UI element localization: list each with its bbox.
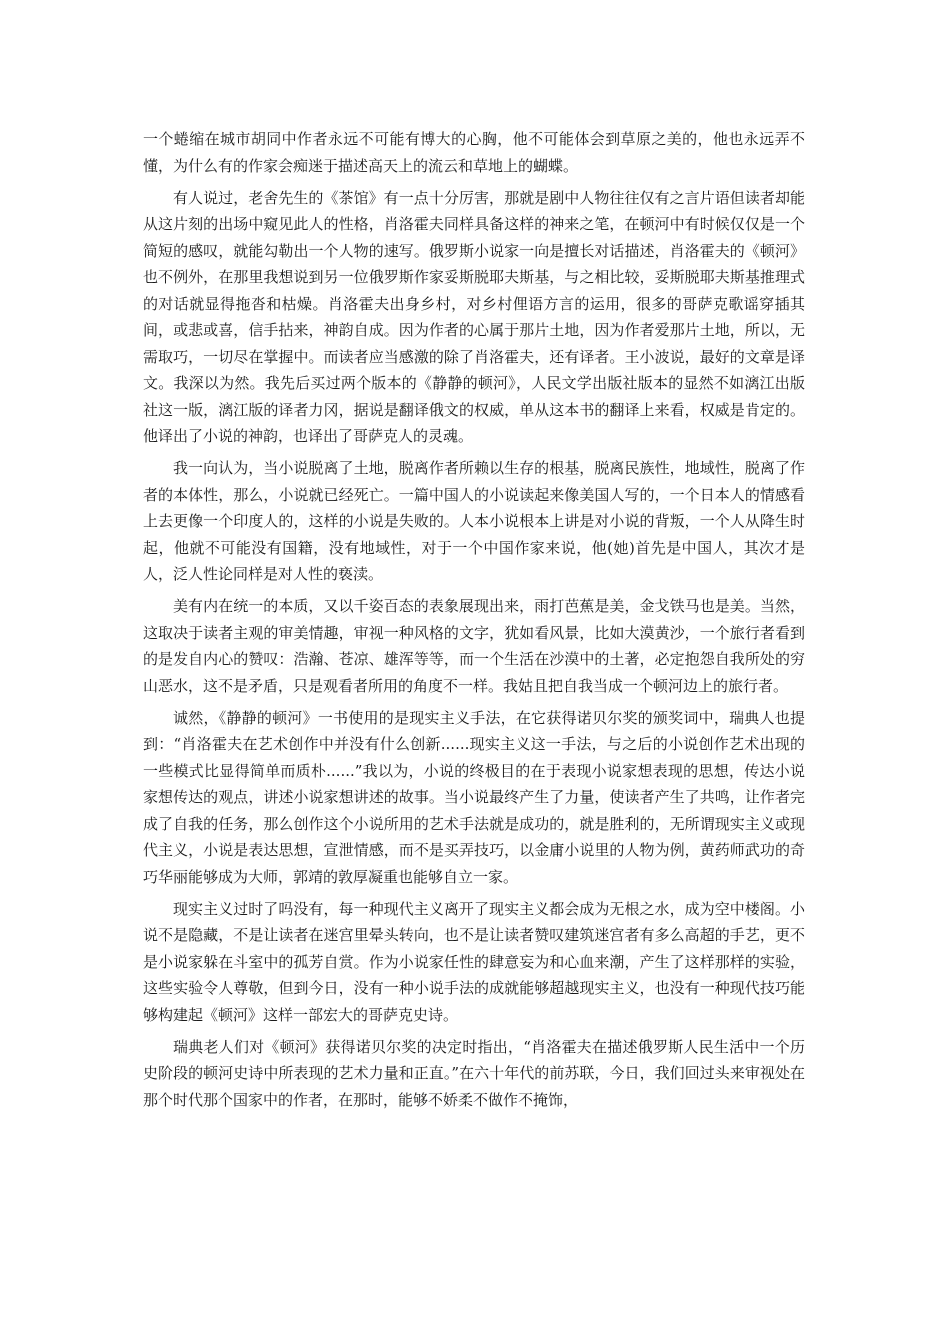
paragraph-6: 现实主义过时了吗没有，每一种现代主义离开了现实主义都会成为无根之水，成为空中楼阁。小说不是隐藏，不是让读者在迷宫里晕头转向，也不是让读者赞叹建筑迷宫者有多么高超的手艺，更不是小说家躲在斗室中的孤芳自赏。作为小说家任性的肆意妄为和心血来潮，产生了这样那样的实验，这些实验令人尊敬，但到今日，没有一种小说手法的成就能够超越现实主义，也没有一种现代技巧能够构建起《顿河》这样一部宏大的哥萨克史诗。 [143, 899, 805, 1024]
document-page [143, 126, 805, 1119]
paragraph-3: 我一向认为，当小说脱离了土地，脱离作者所赖以生存的根基，脱离民族性，地域性，脱离了作者的本体性，那么，小说就已经死亡。一篇中国人的小说读起来像美国人写的，一个日本人的情感看上去更像一个印度人的，这样的小说是失败的。人本小说根本上讲是对小说的背叛，一个人从降生时起，他就不可能没有国籍，没有地域性，对于一个中国作家来说，他(她)首先是中国人，其次才是人，泛人性论同样是对人性的亵渎。 [143, 459, 805, 583]
paragraph-4: 美有内在统一的本质，又以千姿百态的表象展现出来，雨打芭蕉是美，金戈铁马也是美。当然，这取决于读者主观的审美情趣，审视一种风格的文字，犹如看风景，比如大漠黄沙，一个旅行者看到的是发自内心的赞叹：浩瀚、苍凉、雄浑等等，而一个生活在沙漠中的土著，必定抱怨自我所处的穷山恶水，这不是矛盾，只是观看者所用的角度不一样。我姑且把自我当成一个顿河边上的旅行者。 [143, 597, 805, 695]
paragraph-5: 诚然，《静静的顿河》一书使用的是现实主义手法，在它获得诺贝尔奖的颁奖词中，瑞典人也提到：“肖洛霍夫在艺术创作中并没有什么创新......现实主义这一手法，与之后的小说创作艺术出现的一些模式比显得简单而质朴......”我以为，小说的终极目的在于表现小说家想表现的思想，传达小说家想传达的观点，讲述小说家想讲述的故事。当小说最终产生了力量，使读者产生了共鸣，让作者完成了自我的任务，那么创作这个小说所用的艺术手法就是成功的，就是胜利的，无所谓现实主义或现代主义，小说是表达思想，宣泄情感，而不是买弄技巧，以金庸小说里的人物为例，黄药师武功的奇巧华丽能够成为大师，郭靖的敦厚凝重也能够自立一家。 [143, 708, 805, 886]
paragraph-7: 瑞典老人们对《顿河》获得诺贝尔奖的决定时指出，“肖洛霍夫在描述俄罗斯人民生活中一个历史阶段的顿河史诗中所表现的艺术力量和正直。”在六十年代的前苏联，今日，我们回过头来审视处在那个时代那个国家中的作者，在那时，能够不娇柔不做作不掩饰， [143, 1037, 805, 1109]
paragraph-1: 一个蜷缩在城市胡同中作者永远不可能有博大的心胸，他不可能体会到草原之美的，他也永远弄不懂，为什么有的作家会痴迷于描述高天上的流云和草地上的蝴蝶。 [143, 130, 805, 175]
paragraph-2: 有人说过，老舍先生的《茶馆》有一点十分厉害，那就是剧中人物往往仅有之言片语但读者却能从这片刻的出场中窥见此人的性格，肖洛霍夫同样具备这样的神来之笔，在顿河中有时候仅仅是一个简短的感叹，就能勾勒出一个人物的速写。俄罗斯小说家一向是擅长对话描述，肖洛霍夫的《顿河》也不例外，在那里我想说到另一位俄罗斯作家妥斯脱耶夫斯基，与之相比较，妥斯脱耶夫斯基推理式的对话就显得拖沓和枯燥。肖洛霍夫出身乡村，对乡村俚语方言的运用，很多的哥萨克歌谣穿插其间，或悲或喜，信手拈来，神韵自成。因为作者的心属于那片土地，因为作者爱那片土地，所以，无需取巧，一切尽在掌握中。而读者应当感激的除了肖洛霍夫，还有译者。王小波说，最好的文章是译文。我深以为然。我先后买过两个版本的《静静的顿河》，人民文学出版社版本的显然不如漓江出版社这一版，漓江版的译者力冈，据说是翻译俄文的权威，单从这本书的翻译上来看，权威是肯定的。他译出了小说的神韵，也译出了哥萨克人的灵魂。 [143, 188, 805, 445]
